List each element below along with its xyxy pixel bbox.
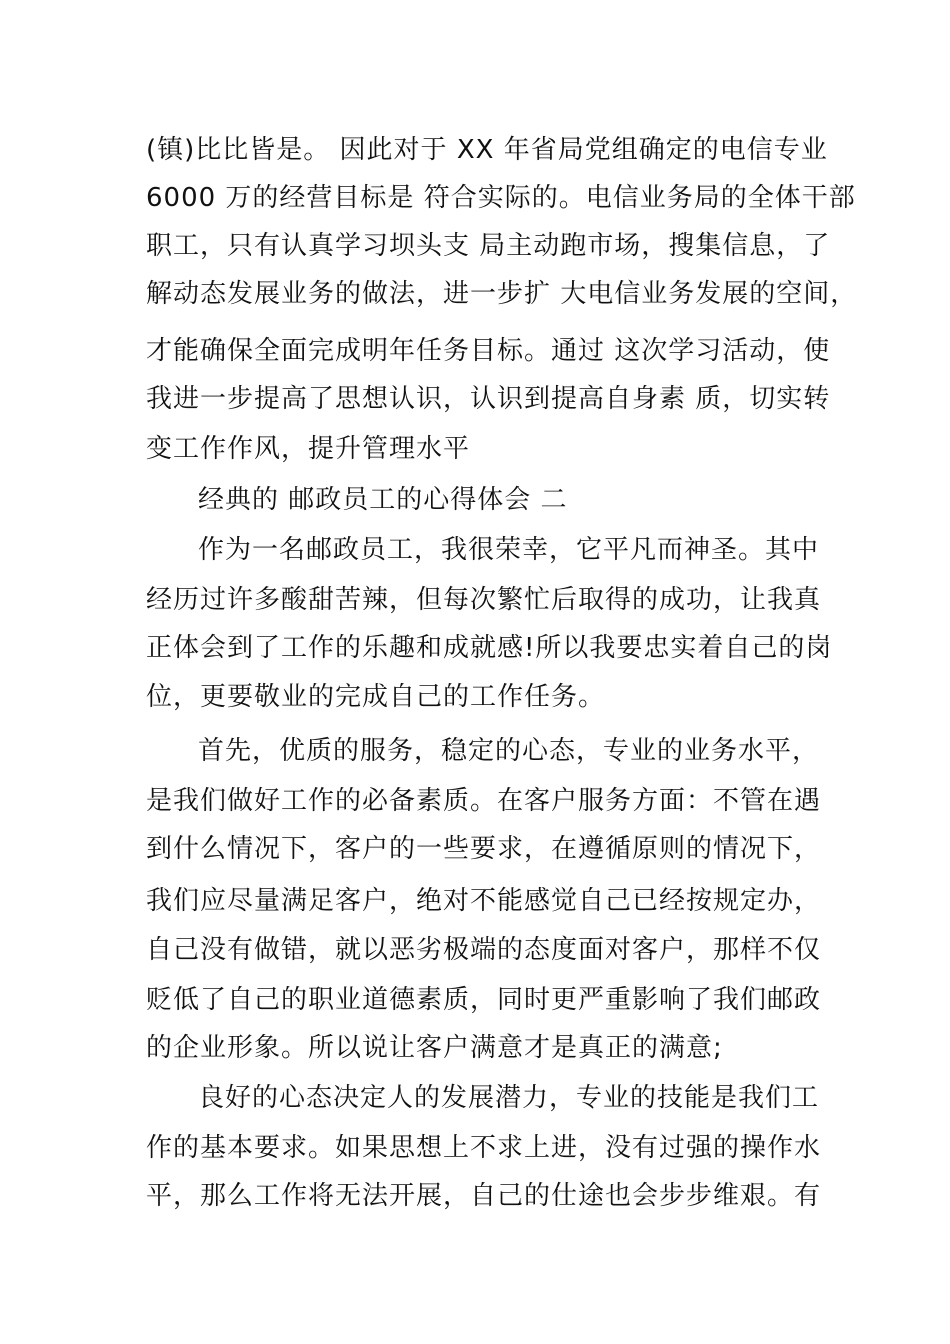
text-line: 我们应尽量满足客户，绝对不能感觉自己已经按规定办，	[146, 886, 822, 916]
text-line: 解动态发展业务的做法，进一步扩 大电信业务发展的空间，	[146, 279, 858, 309]
text-line: 的企业形象。所以说让客户满意才是真正的满意;	[146, 1033, 723, 1063]
text-line: 首先，优质的服务，稳定的心态，专业的业务水平，	[198, 736, 820, 766]
text-line: 变工作作风，提升管理水平	[146, 434, 471, 464]
text-line: 经历过许多酸甜苦辣，但每次繁忙后取得的成功，让我真	[146, 585, 822, 615]
text-line: 平，那么工作将无法开展，自己的仕途也会步步维艰。有	[146, 1181, 822, 1211]
section-heading: 经典的 邮政员工的心得体会 二	[198, 485, 568, 515]
text-line: 6000 万的经营目标是 符合实际的。电信业务局的全体干部	[146, 183, 856, 213]
text-line: 位，更要敬业的完成自己的工作任务。	[146, 682, 606, 712]
text-line: 良好的心态决定人的发展潜力，专业的技能是我们工	[198, 1083, 820, 1113]
text-line: 作的基本要求。如果思想上不求上进，没有过强的操作水	[146, 1133, 822, 1163]
text-line: (镇)比比皆是。 因此对于 XX 年省局党组确定的电信专业	[146, 135, 828, 165]
text-line: 作为一名邮政员工，我很荣幸，它平凡而神圣。其中	[198, 535, 820, 565]
text-line: 才能确保全面完成明年任务目标。通过 这次学习活动，使	[146, 336, 831, 366]
text-line: 是我们做好工作的必备素质。在客户服务方面：不管在遇	[146, 786, 822, 816]
text-line: 职工，只有认真学习坝头支 局主动跑市场，搜集信息，了	[146, 231, 831, 261]
text-line: 贬低了自己的职业道德素质，同时更严重影响了我们邮政	[146, 985, 822, 1015]
text-line: 我进一步提高了思想认识，认识到提高自身素 质，切实转	[146, 384, 831, 414]
text-line: 正体会到了工作的乐趣和成就感!所以我要忠实着自己的岗	[146, 633, 833, 663]
text-line: 到什么情况下，客户的一些要求，在遵循原则的情况下，	[146, 834, 822, 864]
text-line: 自己没有做错，就以恶劣极端的态度面对客户，那样不仅	[146, 935, 822, 965]
